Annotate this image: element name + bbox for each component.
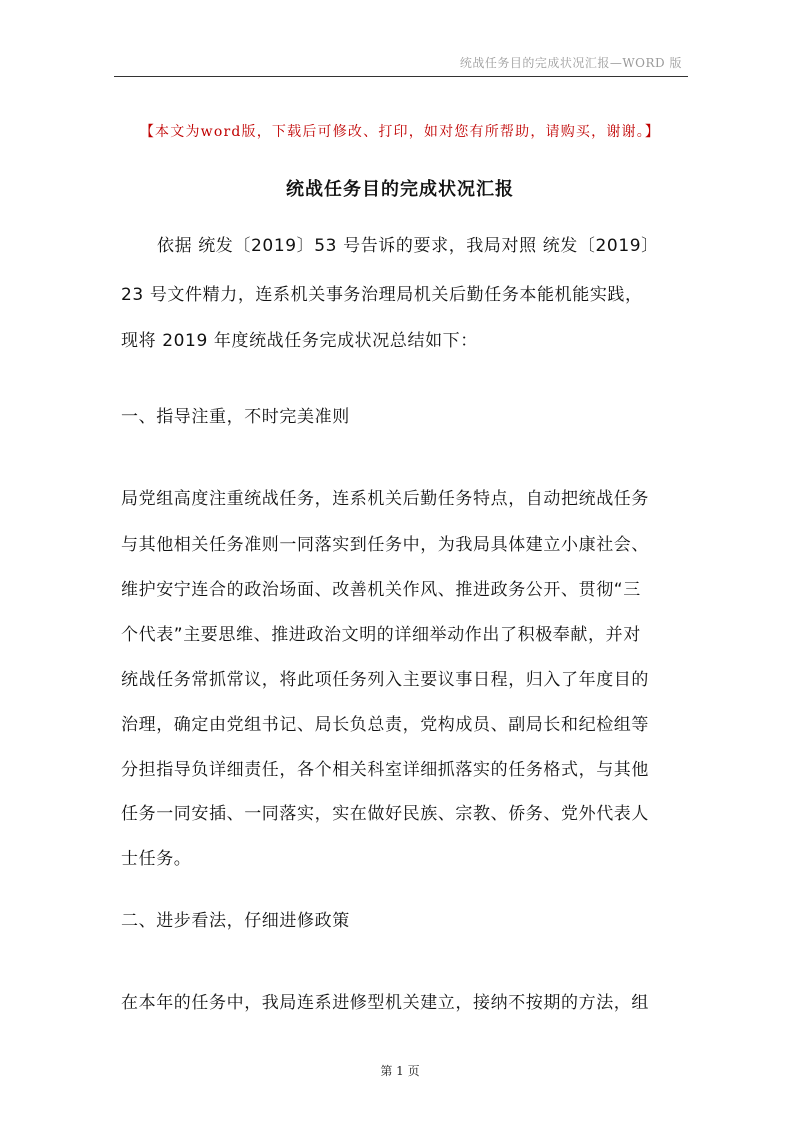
paragraph-line: 统战任务常抓常议，将此项任务列入主要议事日程，归入了年度目的 <box>121 670 649 690</box>
intro-line: 现将 2019 年度统战任务完成状况总结如下： <box>121 331 478 351</box>
section-2-heading: 二、进步看法，仔细进修政策 <box>121 911 350 931</box>
paragraph-line: 治理，确定由党组书记、局长负总责，党构成员、副局长和纪检组等 <box>121 715 649 735</box>
word-version-notice: 【本文为word版，下载后可修改、打印，如对您有所帮助，请购买，谢谢。】 <box>139 124 661 140</box>
intro-line: 23 号文件精力，连系机关事务治理局机关后勤任务本能机能实践， <box>121 285 643 305</box>
header-running-title: 统战任务目的完成状况汇报—WORD 版 <box>459 56 682 70</box>
page-number: 第 1 页 <box>380 1064 420 1078</box>
paragraph-line: 与其他相关任务准则一同落实到任务中，为我局具体建立小康社会、 <box>121 535 649 555</box>
paragraph-line: 维护安宁连合的政治场面、改善机关作风、推进政务公开、贯彻“三 <box>121 580 641 600</box>
header-rule <box>114 76 688 77</box>
section-1-heading: 一、指导注重，不时完美准则 <box>121 407 350 427</box>
paragraph-line: 任务一同安插、一同落实，实在做好民族、宗教、侨务、党外代表人 <box>121 804 649 824</box>
paragraph-line: 个代表”主要思维、推进政治文明的详细举动作出了积极奉献，并对 <box>121 625 641 645</box>
paragraph-line: 在本年的任务中，我局连系进修型机关建立，接纳不按期的方法，组 <box>121 993 649 1013</box>
paragraph-line: 士任务。 <box>121 849 192 869</box>
intro-line: 依据 统发〔2019〕53 号告诉的要求，我局对照 统发〔2019〕 <box>157 236 659 256</box>
document-title: 统战任务目的完成状况汇报 <box>286 179 514 200</box>
paragraph-line: 分担指导负详细责任，各个相关科室详细抓落实的任务格式，与其他 <box>121 760 649 780</box>
paragraph-line: 局党组高度注重统战任务，连系机关后勤任务特点，自动把统战任务 <box>121 489 649 509</box>
